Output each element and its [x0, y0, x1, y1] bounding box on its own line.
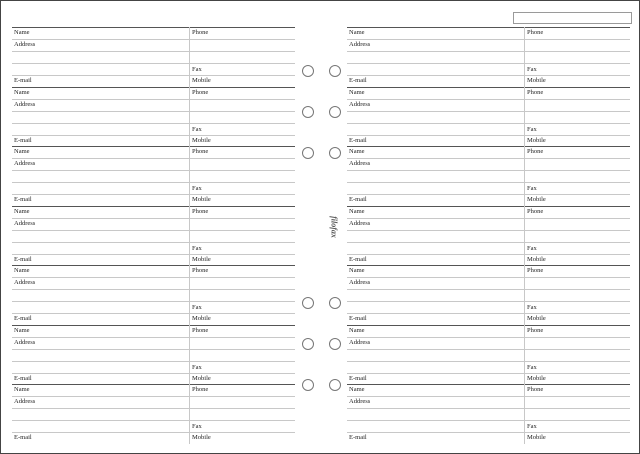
rule-line	[347, 408, 630, 409]
address-label: Address	[14, 41, 36, 48]
fax-label: Fax	[192, 304, 202, 311]
phone-label: Phone	[192, 386, 209, 393]
address-label: Address	[14, 338, 36, 346]
right-entry	[347, 27, 630, 87]
rule-line	[12, 420, 295, 421]
email-label: E-mail	[349, 255, 367, 263]
address-label: Address	[349, 219, 371, 227]
right-column	[347, 27, 630, 444]
rule-line	[12, 194, 295, 195]
left-entry	[12, 325, 295, 385]
phone-label: Phone	[527, 148, 544, 155]
rule-line	[347, 242, 630, 243]
email-label: E-mail	[14, 136, 32, 144]
left-column	[12, 27, 295, 444]
mobile-label: Mobile	[192, 136, 211, 144]
address-label: Address	[349, 279, 371, 286]
name-label: Name	[14, 267, 30, 274]
rule-line	[12, 230, 295, 231]
rule-line	[12, 349, 295, 350]
rule-line	[12, 277, 295, 278]
column-divider	[189, 325, 190, 385]
email-label: E-mail	[14, 434, 32, 441]
rule-line	[12, 313, 295, 314]
phone-label: Phone	[527, 326, 544, 334]
right-entry	[347, 265, 630, 325]
right-entry	[347, 146, 630, 206]
phone-label: Phone	[192, 207, 209, 215]
rule-line	[12, 289, 295, 290]
name-label: Name	[14, 88, 30, 96]
rule-line	[12, 170, 295, 171]
email-label: E-mail	[14, 77, 32, 84]
rule-line	[12, 135, 295, 136]
fax-label: Fax	[192, 185, 202, 192]
phone-label: Phone	[192, 326, 209, 334]
rule-line	[12, 75, 295, 76]
rule-line	[12, 384, 295, 385]
rule-line	[12, 265, 295, 266]
fax-label: Fax	[527, 363, 537, 371]
rule-line	[347, 420, 630, 421]
column-divider	[189, 265, 190, 325]
rule-line	[12, 111, 295, 112]
punch-hole	[329, 106, 341, 118]
column-divider	[524, 27, 525, 87]
name-label: Name	[349, 29, 365, 36]
rule-line	[347, 111, 630, 112]
right-entry	[347, 87, 630, 147]
punch-hole	[329, 379, 341, 391]
rule-line	[347, 361, 630, 362]
email-label: E-mail	[14, 315, 32, 322]
fax-label: Fax	[192, 363, 202, 371]
rule-line	[347, 325, 630, 326]
phone-label: Phone	[527, 88, 544, 96]
column-divider	[189, 146, 190, 206]
column-divider	[524, 265, 525, 325]
column-divider	[524, 384, 525, 444]
rule-line	[347, 277, 630, 278]
rule-line	[347, 158, 630, 159]
rule-line	[12, 242, 295, 243]
punch-hole	[302, 297, 314, 309]
mobile-label: Mobile	[192, 255, 211, 263]
column-divider	[524, 206, 525, 266]
fax-label: Fax	[527, 125, 537, 133]
rule-line	[347, 182, 630, 183]
email-label: E-mail	[14, 196, 32, 203]
rule-line	[347, 384, 630, 385]
phone-label: Phone	[192, 88, 209, 96]
rule-line	[12, 325, 295, 326]
rule-line	[347, 63, 630, 64]
rule-line	[12, 218, 295, 219]
left-entry	[12, 384, 295, 444]
rule-line	[347, 194, 630, 195]
rule-line	[347, 51, 630, 52]
rule-line	[347, 301, 630, 302]
phone-label: Phone	[192, 267, 209, 274]
punch-hole	[302, 106, 314, 118]
fax-label: Fax	[192, 244, 202, 252]
address-label: Address	[14, 219, 36, 227]
rule-line	[12, 254, 295, 255]
right-entry	[347, 206, 630, 266]
rule-line	[12, 182, 295, 183]
address-label: Address	[14, 398, 36, 405]
rule-line	[12, 373, 295, 374]
phone-label: Phone	[527, 29, 544, 36]
rule-line	[12, 51, 295, 52]
punch-hole	[302, 338, 314, 350]
column-divider	[189, 384, 190, 444]
mobile-label: Mobile	[192, 374, 211, 382]
name-label: Name	[14, 207, 30, 215]
rule-line	[347, 99, 630, 100]
rule-line	[347, 313, 630, 314]
rule-line	[347, 432, 630, 433]
rule-line	[347, 337, 630, 338]
email-label: E-mail	[349, 315, 367, 322]
left-entry	[12, 87, 295, 147]
email-label: E-mail	[349, 434, 367, 441]
left-entry	[12, 27, 295, 87]
mobile-label: Mobile	[192, 196, 211, 203]
email-label: E-mail	[349, 196, 367, 203]
mobile-label: Mobile	[527, 255, 546, 263]
address-label: Address	[349, 398, 371, 405]
fax-label: Fax	[192, 423, 202, 430]
column-divider	[189, 206, 190, 266]
name-label: Name	[14, 29, 30, 36]
mobile-label: Mobile	[527, 315, 546, 322]
rule-line	[12, 87, 295, 88]
mobile-label: Mobile	[527, 77, 546, 84]
mobile-label: Mobile	[527, 196, 546, 203]
rule-line	[347, 27, 630, 28]
punch-hole	[329, 338, 341, 350]
right-entry	[347, 384, 630, 444]
mobile-label: Mobile	[527, 136, 546, 144]
rule-line	[12, 396, 295, 397]
phone-label: Phone	[527, 207, 544, 215]
column-divider	[524, 87, 525, 147]
name-label: Name	[349, 148, 365, 155]
left-entry	[12, 146, 295, 206]
rule-line	[12, 206, 295, 207]
right-entry	[347, 325, 630, 385]
mobile-label: Mobile	[192, 434, 211, 441]
header-box[interactable]	[513, 12, 632, 24]
address-label: Address	[14, 160, 36, 167]
name-label: Name	[349, 207, 365, 215]
rule-line	[12, 146, 295, 147]
rule-line	[12, 337, 295, 338]
rule-line	[12, 99, 295, 100]
punch-hole	[302, 65, 314, 77]
name-label: Name	[349, 386, 365, 393]
column-divider	[189, 27, 190, 87]
fax-label: Fax	[527, 304, 537, 311]
left-entry	[12, 265, 295, 325]
rule-line	[347, 230, 630, 231]
email-label: E-mail	[14, 255, 32, 263]
name-label: Name	[14, 148, 30, 155]
address-label: Address	[14, 279, 36, 286]
fax-label: Fax	[527, 185, 537, 192]
column-divider	[189, 87, 190, 147]
address-label: Address	[14, 100, 36, 108]
phone-label: Phone	[192, 29, 209, 36]
rule-line	[12, 63, 295, 64]
rule-line	[12, 301, 295, 302]
rule-line	[347, 254, 630, 255]
rule-line	[12, 432, 295, 433]
mobile-label: Mobile	[192, 77, 211, 84]
fax-label: Fax	[192, 66, 202, 73]
mobile-label: Mobile	[527, 374, 546, 382]
name-label: Name	[349, 88, 365, 96]
rule-line	[347, 289, 630, 290]
mobile-label: Mobile	[192, 315, 211, 322]
address-label: Address	[349, 338, 371, 346]
name-label: Name	[349, 326, 365, 334]
email-label: E-mail	[349, 374, 367, 382]
address-label: Address	[349, 100, 371, 108]
rule-line	[347, 170, 630, 171]
rule-line	[347, 396, 630, 397]
name-label: Name	[349, 267, 365, 274]
address-label: Address	[349, 160, 371, 167]
email-label: E-mail	[349, 77, 367, 84]
rule-line	[12, 27, 295, 28]
fax-label: Fax	[527, 423, 537, 430]
mobile-label: Mobile	[527, 434, 546, 441]
rule-line	[12, 39, 295, 40]
punch-hole	[329, 65, 341, 77]
email-label: E-mail	[349, 136, 367, 144]
left-entry	[12, 206, 295, 266]
rule-line	[347, 39, 630, 40]
phone-label: Phone	[527, 386, 544, 393]
rule-line	[347, 75, 630, 76]
phone-label: Phone	[527, 267, 544, 274]
punch-hole	[329, 297, 341, 309]
name-label: Name	[14, 386, 30, 393]
name-label: Name	[14, 326, 30, 334]
rule-line	[347, 206, 630, 207]
rule-line	[347, 265, 630, 266]
column-divider	[524, 325, 525, 385]
punch-hole	[302, 379, 314, 391]
address-label: Address	[349, 41, 371, 48]
fax-label: Fax	[527, 244, 537, 252]
rule-line	[347, 135, 630, 136]
rule-line	[12, 158, 295, 159]
rule-line	[347, 218, 630, 219]
rule-line	[347, 349, 630, 350]
email-label: E-mail	[14, 374, 32, 382]
rule-line	[347, 373, 630, 374]
rule-line	[347, 123, 630, 124]
phone-label: Phone	[192, 148, 209, 155]
brand-logo: filofax	[329, 216, 339, 238]
punch-hole	[302, 147, 314, 159]
column-divider	[524, 146, 525, 206]
rule-line	[12, 361, 295, 362]
punch-hole	[329, 147, 341, 159]
rule-line	[12, 408, 295, 409]
fax-label: Fax	[527, 66, 537, 73]
rule-line	[347, 146, 630, 147]
rule-line	[12, 123, 295, 124]
fax-label: Fax	[192, 125, 202, 133]
rule-line	[347, 87, 630, 88]
